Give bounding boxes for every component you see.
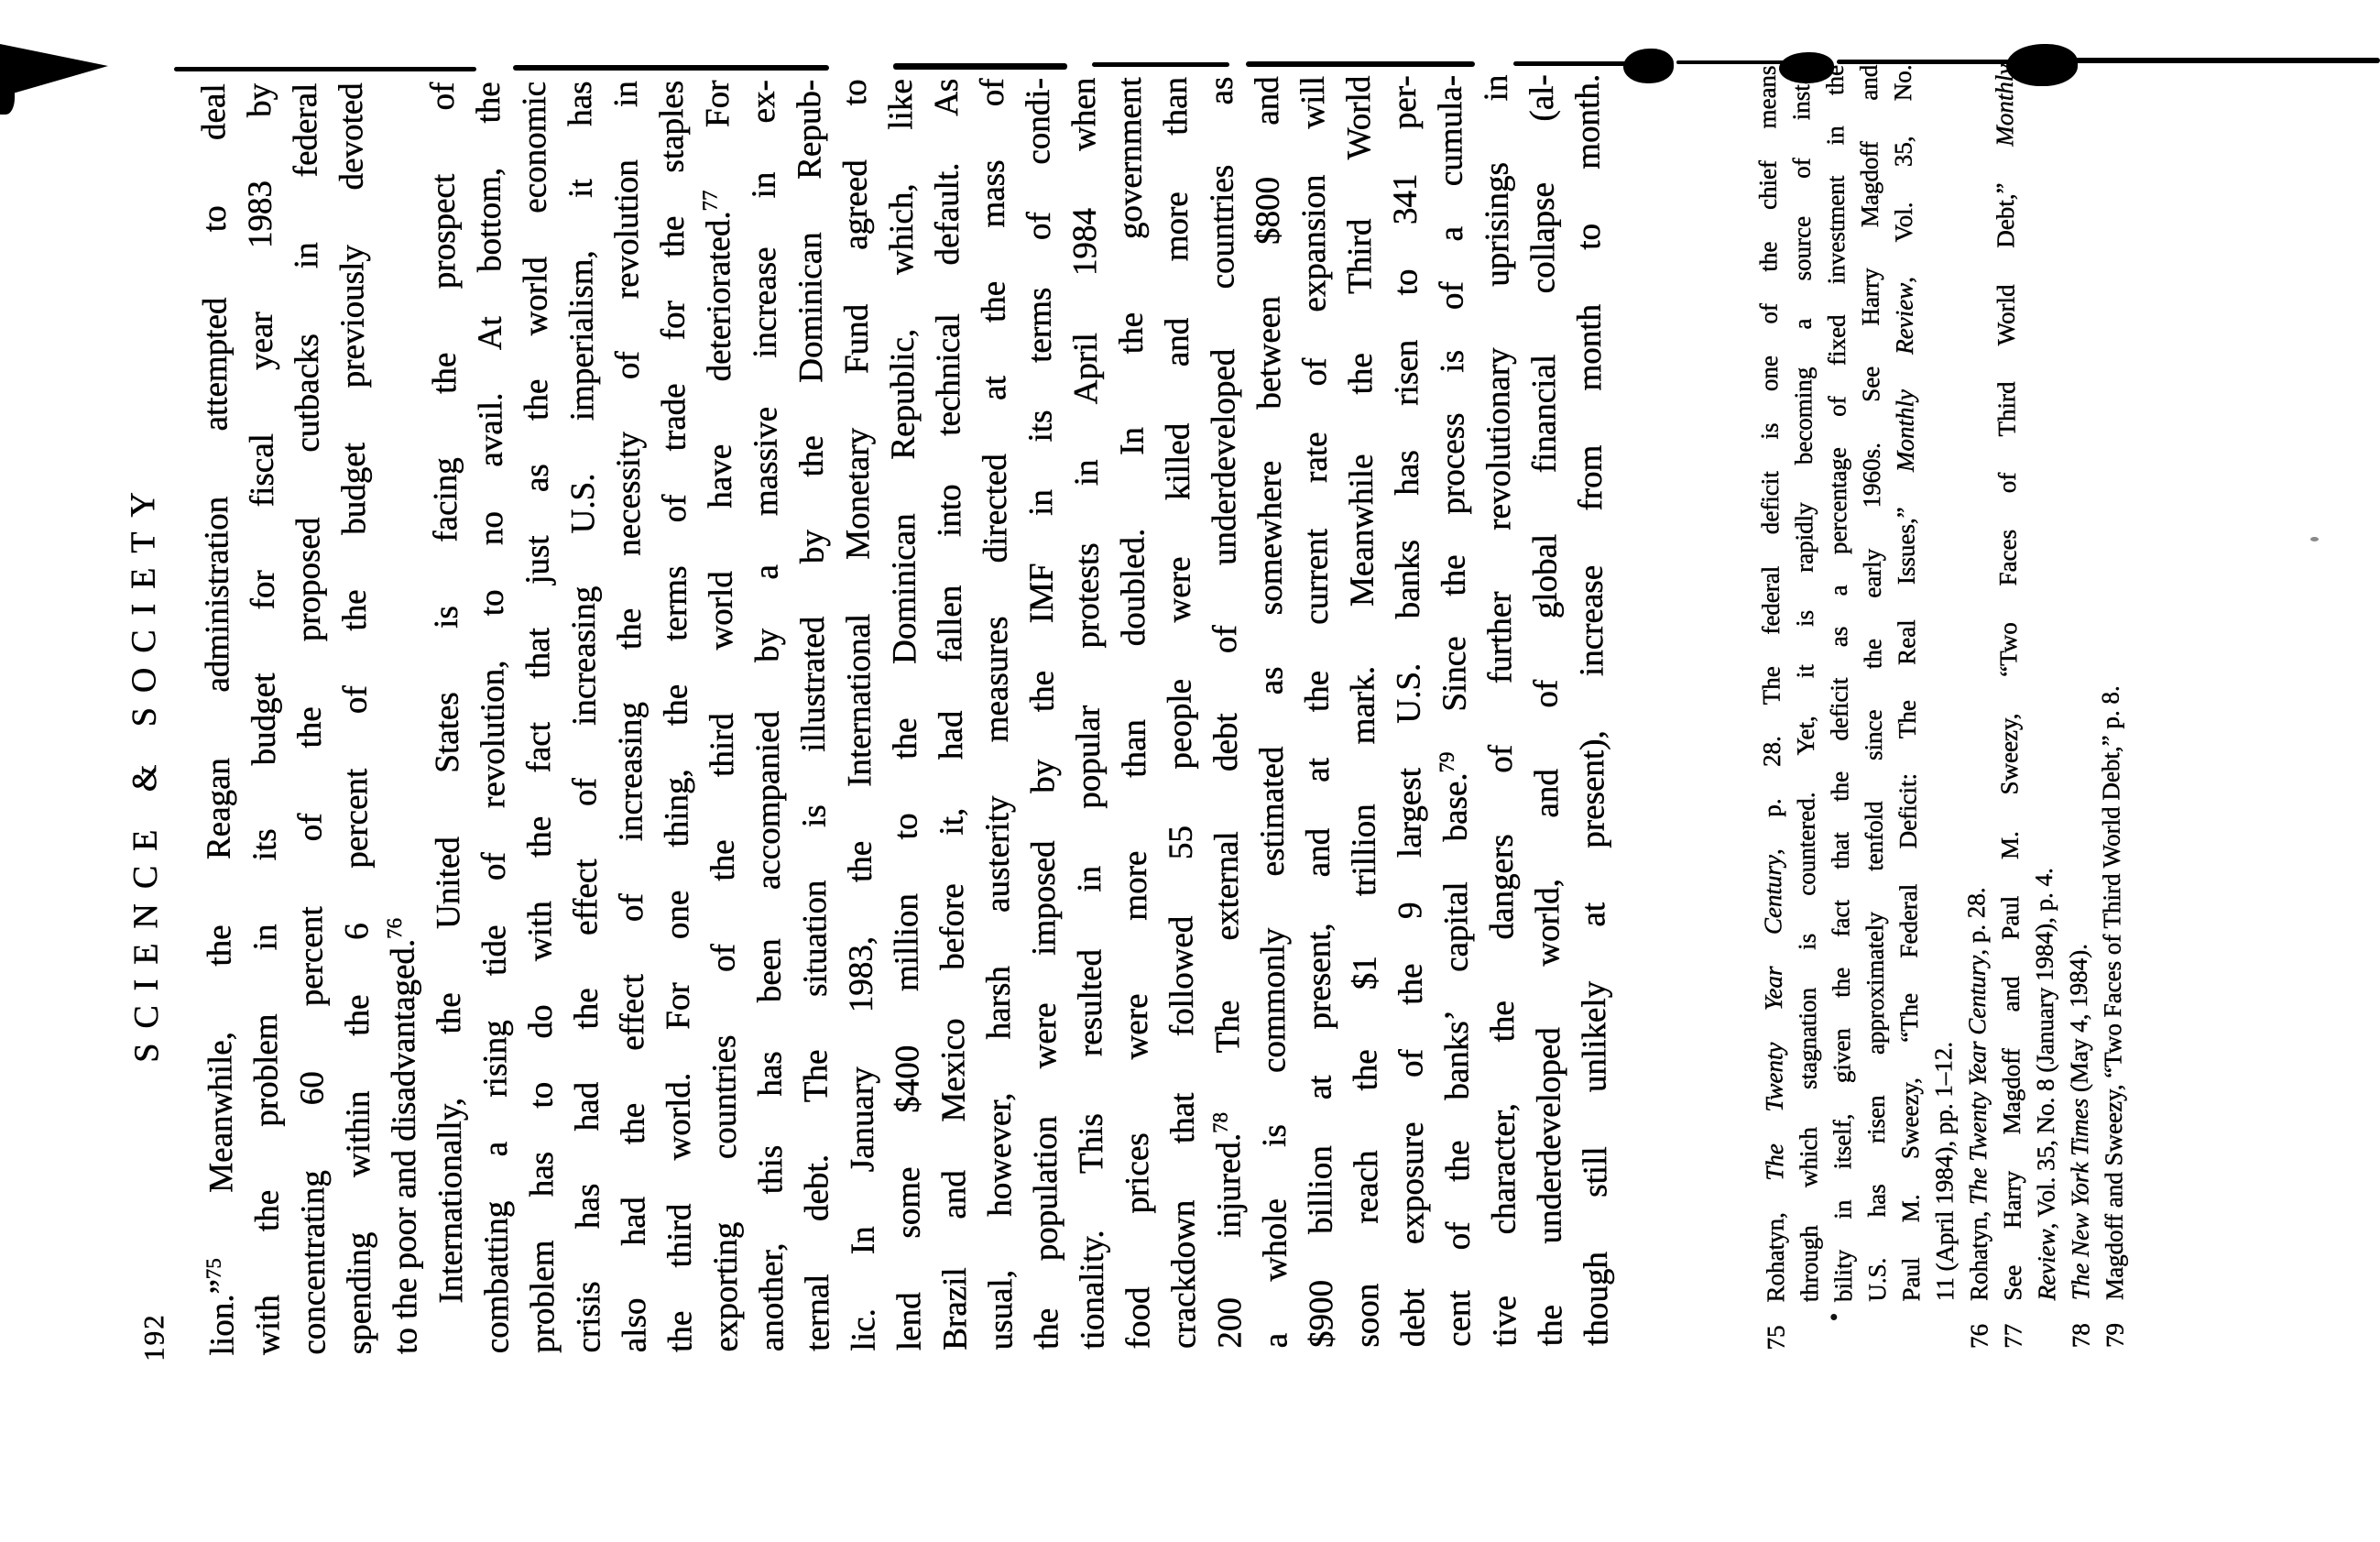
footnote-line: 11 (April 1984), pp. 1–12.: [1929, 1041, 1960, 1302]
body-line: the population were imposed by the IMF in its terms of condi-: [1019, 77, 1066, 1351]
footnote-line: 79Magdoff and Sweezy, “Two Faces of Third World Debt,” p. 8.: [2090, 63, 2133, 1348]
body-line: the underdeveloped world, and of global financial collapse (al-: [1523, 74, 1570, 1347]
body-text: [191, 74, 1621, 1356]
body-line: spending within the 6 percent of the budget previously devoted: [332, 82, 379, 1355]
body-line: crisis has had the effect of increasing U.S. imperialism, it has: [561, 81, 608, 1353]
running-head: SCIENCE & SOCIETY: [123, 476, 167, 1063]
body-line: crackdown that followed 55 people were killed and more than: [1156, 76, 1204, 1350]
footnote-line: Review, Vol. 35, No. 8 (January 1984), p. 4.: [2029, 868, 2061, 1301]
body-line: concentrating 60 percent of the proposed cutbacks in federal: [286, 82, 333, 1355]
body-line: ternal debt. The situation is illustrated by the Dominican Repub-: [790, 79, 837, 1351]
footnote-line: 76Rohatyn, The Twenty Year Century, p. 28.: [1954, 64, 1997, 1349]
footnote-number: 75: [1762, 1325, 1790, 1351]
footnote-line: U.S. has risen approximately tenfold since the early 1960s. See Harry Magdoff and: [1854, 64, 1892, 1302]
body-line: Internationally, the United States is facing the prospect of: [423, 82, 471, 1304]
body-line: lion.”$^{75}$ Meanwhile, the Reagan administration attempted to deal: [194, 83, 242, 1356]
body-line: lend some $400 million to the Dominican Republic, which, like: [881, 78, 929, 1351]
body-line: though still unlikely at present), increase from month to month.: [1568, 73, 1616, 1346]
body-line: also had the effect of increasing the necessity of revolution in: [606, 81, 654, 1353]
body-line: soon reach the $1 trillion mark. Meanwhile the Third World: [1339, 75, 1387, 1348]
footnote-line: Paul M. Sweezy, “The Federal Deficit: The Real Issues,” Monthly Review, Vol. 35, No.: [1888, 64, 1926, 1302]
footnote-line: 78The New York Times (May 4, 1984).: [2056, 63, 2099, 1348]
footnote-line: 77See Harry Magdoff and Paul M. Sweezy, “Two Faces of Third World Debt,” Monthly: [1988, 64, 2031, 1349]
footnote-number: 79: [2101, 1322, 2129, 1348]
body-line: combatting a rising tide of revolution, to no avail. At bottom, the: [469, 82, 517, 1354]
body-line: cent of the banks’ capital base.$^{79}$ Since the process is of a cumula-: [1431, 74, 1479, 1348]
body-line: a whole is commonly estimated as somewhere between $800 and: [1248, 76, 1295, 1349]
body-line: $900 billion at present, and at the current rate of expansion will: [1294, 75, 1341, 1349]
body-line: exporting countries of the third world have deteriorated.$^{77}$ For: [698, 80, 746, 1352]
body-line: with the problem in its budget for fiscal year 1983 by: [240, 82, 288, 1356]
footnote-number: 78: [2067, 1323, 2095, 1349]
body-line: 200 injured.$^{78}$ The external debt of underdeveloped countries as: [1202, 76, 1250, 1349]
body-line: to the poor and disadvantaged.$^{76}$: [382, 917, 425, 1355]
footnote-number: 76: [1965, 1323, 1993, 1350]
body-line: Brazil and Mexico before it, had fallen into technical default. As: [927, 78, 975, 1351]
footnote-line: 75Rohatyn, The Twenty Year Century, p. 28. The federal deficit is one of the chief means: [1751, 65, 1794, 1350]
footnote-number: 77: [1999, 1323, 2027, 1349]
body-line: usual, however, harsh austerity measures directed at the mass of: [973, 78, 1021, 1351]
footnote-line: through which stagnation is countered. Yet, it is rapidly becoming a source of insta-: [1786, 65, 1824, 1303]
body-line: debt exposure of the 9 largest U.S. banks has risen to 341 per-: [1385, 75, 1433, 1348]
body-line: the third world. For one thing, the terms of trade for the staples: [652, 80, 700, 1352]
body-line: tionality. This resulted in popular protests in April 1984 when: [1064, 77, 1112, 1350]
body-line: lic. In January 1983, the International Monetary Fund agreed to: [835, 79, 883, 1351]
body-line: food prices were more than doubled. In the government: [1110, 77, 1158, 1350]
footnote-line: bility in itself, given the fact that the deficit as a percentage of fixed investment in the: [1820, 64, 1858, 1303]
footnotes-list: [1751, 63, 2133, 1351]
body-line: tive character, the dangers of further revolutionary uprisings in: [1477, 74, 1524, 1347]
body-line: problem has to do with the fact that just as the world economic: [515, 81, 562, 1353]
page-number: 192: [137, 1313, 170, 1362]
body-line: another, this has been accompanied by a massive increase in ex-: [744, 79, 792, 1352]
